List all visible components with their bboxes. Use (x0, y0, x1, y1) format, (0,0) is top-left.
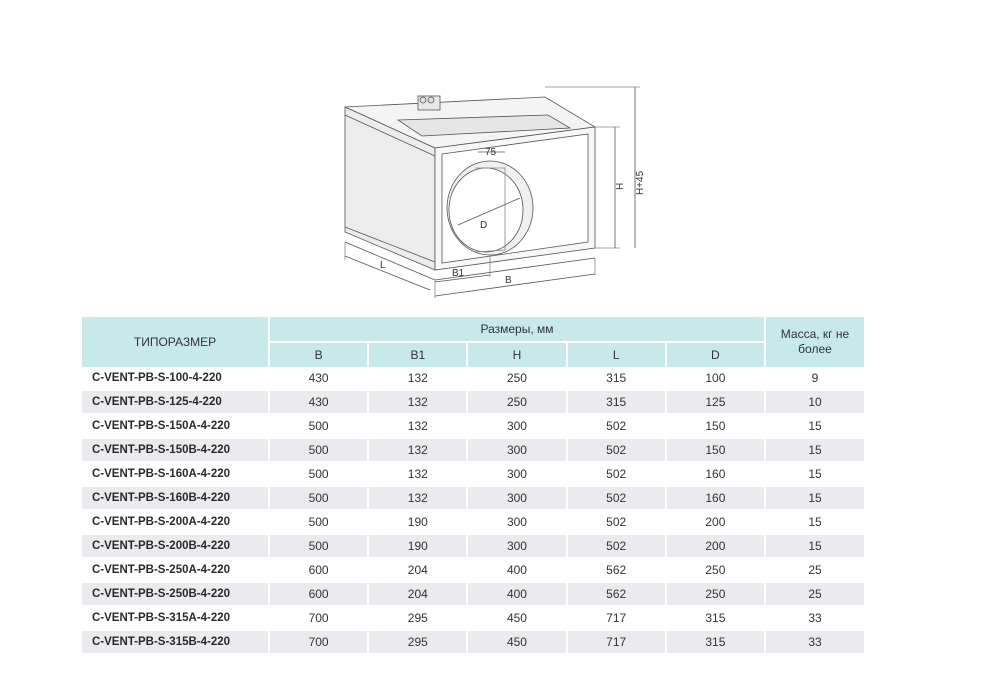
table-row (82, 439, 864, 463)
cell-b1: 132 (369, 367, 466, 391)
cell-mass: 33 (766, 607, 864, 631)
cell-mass: 15 (766, 439, 864, 463)
dim-label-b: B (505, 275, 512, 286)
cell-b: 500 (270, 511, 367, 535)
cell-b: 430 (270, 367, 367, 391)
cell-model: C-VENT-PB-S-150A-4-220 (82, 415, 268, 439)
cell-b: 500 (270, 463, 367, 487)
cell-b1: 190 (369, 535, 466, 559)
table-row (82, 631, 864, 655)
header-col-d: D (667, 343, 764, 367)
cell-model: C-VENT-PB-S-250B-4-220 (82, 583, 268, 607)
cell-h: 400 (468, 583, 565, 607)
cell-mass: 15 (766, 415, 864, 439)
cell-d: 250 (667, 583, 764, 607)
header-col-b: B (270, 343, 367, 367)
cell-b1: 204 (369, 559, 466, 583)
cell-h: 300 (468, 463, 565, 487)
cell-b: 500 (270, 439, 367, 463)
cell-h: 400 (468, 559, 565, 583)
header-mass: Масса, кг не более (766, 317, 864, 367)
cell-l: 502 (568, 439, 665, 463)
cell-b: 700 (270, 631, 367, 655)
cell-mass: 15 (766, 511, 864, 535)
cell-mass: 15 (766, 463, 864, 487)
cell-d: 250 (667, 559, 764, 583)
cell-model: C-VENT-PB-S-125-4-220 (82, 391, 268, 415)
cell-model: C-VENT-PB-S-250A-4-220 (82, 559, 268, 583)
cell-d: 100 (667, 367, 764, 391)
cell-d: 150 (667, 439, 764, 463)
cell-b: 500 (270, 487, 367, 511)
table-row (82, 367, 864, 391)
cell-mass: 25 (766, 583, 864, 607)
cell-l: 562 (568, 583, 665, 607)
cell-mass: 15 (766, 535, 864, 559)
table-row (82, 463, 864, 487)
dim-label-l: L (380, 260, 386, 271)
cell-b1: 132 (369, 391, 466, 415)
cell-l: 717 (568, 631, 665, 655)
cell-b1: 295 (369, 631, 466, 655)
technical-drawing (300, 70, 660, 310)
cell-d: 150 (667, 415, 764, 439)
cell-d: 160 (667, 463, 764, 487)
cell-h: 300 (468, 487, 565, 511)
cell-model: C-VENT-PB-S-160B-4-220 (82, 487, 268, 511)
cell-b1: 204 (369, 583, 466, 607)
header-dimensions: Размеры, мм (270, 317, 764, 343)
cell-b1: 190 (369, 511, 466, 535)
table-body (82, 367, 864, 655)
cell-b1: 132 (369, 439, 466, 463)
cell-d: 315 (667, 607, 764, 631)
cell-l: 502 (568, 487, 665, 511)
dim-label-75: 75 (485, 147, 497, 158)
dim-label-h45: H+45 (635, 170, 646, 195)
header-col-l: L (568, 343, 665, 367)
cell-b1: 132 (369, 463, 466, 487)
cell-mass: 15 (766, 487, 864, 511)
cell-model: C-VENT-PB-S-100-4-220 (82, 367, 268, 391)
cell-h: 250 (468, 391, 565, 415)
cell-model: C-VENT-PB-S-200A-4-220 (82, 511, 268, 535)
table-row (82, 511, 864, 535)
cell-h: 450 (468, 607, 565, 631)
cell-d: 315 (667, 631, 764, 655)
cell-d: 160 (667, 487, 764, 511)
table-row (82, 391, 864, 415)
cell-h: 300 (468, 511, 565, 535)
cell-d: 200 (667, 511, 764, 535)
cell-b: 500 (270, 535, 367, 559)
dim-label-d: D (480, 220, 488, 231)
header-col-b1: B1 (369, 343, 466, 367)
cell-h: 300 (468, 415, 565, 439)
cell-b1: 132 (369, 487, 466, 511)
cell-b: 600 (270, 583, 367, 607)
table-row (82, 415, 864, 439)
dim-label-b1: B1 (452, 268, 465, 279)
table-row (82, 583, 864, 607)
spec-table (80, 317, 866, 655)
cell-model: C-VENT-PB-S-160A-4-220 (82, 463, 268, 487)
cell-h: 450 (468, 631, 565, 655)
cell-model: C-VENT-PB-S-315A-4-220 (82, 607, 268, 631)
cell-b: 430 (270, 391, 367, 415)
cell-model: C-VENT-PB-S-315B-4-220 (82, 631, 268, 655)
cell-l: 502 (568, 463, 665, 487)
cell-h: 300 (468, 439, 565, 463)
cell-l: 717 (568, 607, 665, 631)
cell-h: 250 (468, 367, 565, 391)
table-row (82, 535, 864, 559)
cell-d: 125 (667, 391, 764, 415)
cell-d: 200 (667, 535, 764, 559)
cell-l: 315 (568, 391, 665, 415)
cell-l: 502 (568, 415, 665, 439)
cell-b: 700 (270, 607, 367, 631)
cell-b1: 295 (369, 607, 466, 631)
cell-mass: 9 (766, 367, 864, 391)
cell-h: 300 (468, 535, 565, 559)
cell-l: 315 (568, 367, 665, 391)
cell-mass: 33 (766, 631, 864, 655)
table-row (82, 487, 864, 511)
cell-mass: 10 (766, 391, 864, 415)
cell-model: C-VENT-PB-S-150B-4-220 (82, 439, 268, 463)
header-model: ТИПОРАЗМЕР (82, 317, 268, 367)
cell-l: 502 (568, 535, 665, 559)
header-col-h: H (468, 343, 565, 367)
cell-b1: 132 (369, 415, 466, 439)
cell-l: 562 (568, 559, 665, 583)
cell-b: 600 (270, 559, 367, 583)
table-row (82, 559, 864, 583)
duct-fan-box-drawing (300, 70, 660, 310)
cell-b: 500 (270, 415, 367, 439)
cell-mass: 25 (766, 559, 864, 583)
dim-label-h: H (615, 182, 626, 190)
table-row (82, 607, 864, 631)
cell-model: C-VENT-PB-S-200B-4-220 (82, 535, 268, 559)
cell-l: 502 (568, 511, 665, 535)
